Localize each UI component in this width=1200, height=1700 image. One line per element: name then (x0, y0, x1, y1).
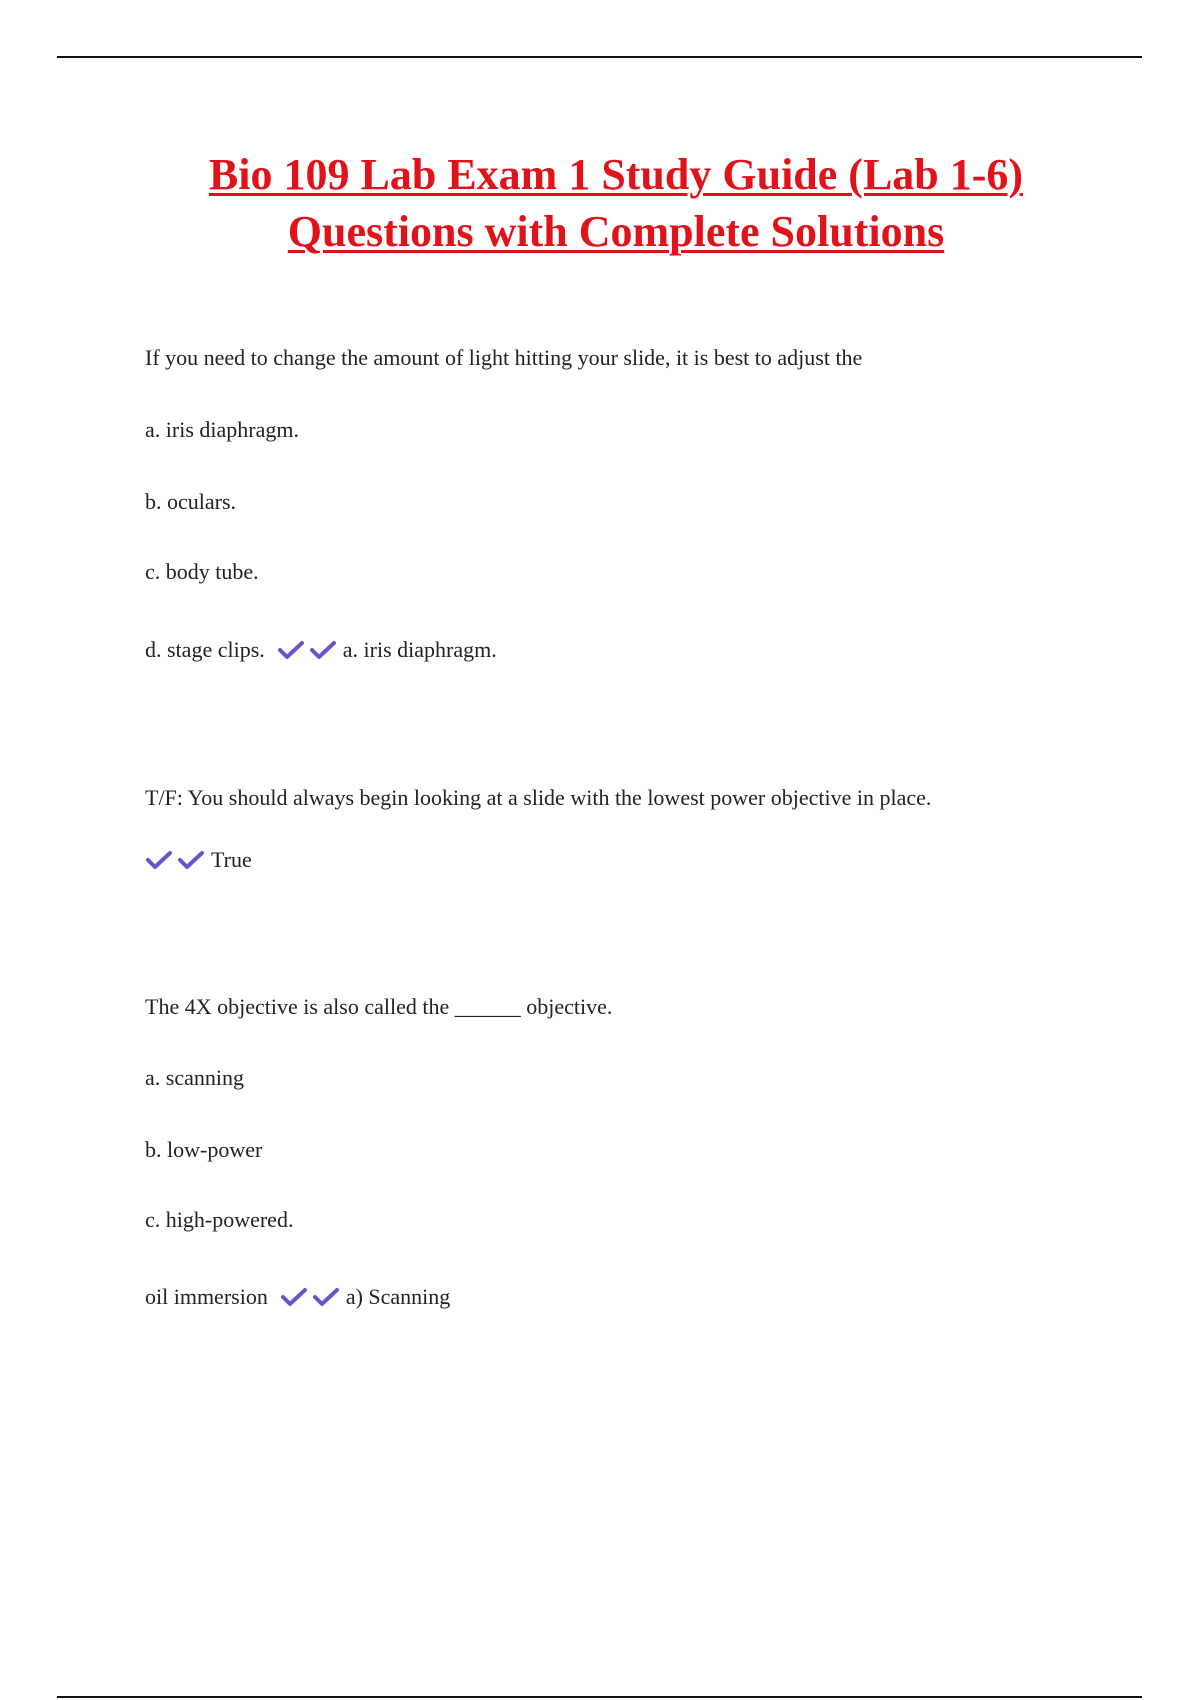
question-2-prompt: T/F: You should always begin looking at a slide with the lowest power objective in place. (145, 785, 932, 810)
check-icon (145, 849, 173, 871)
top-rule (57, 56, 1142, 58)
question-3-option-c: c. high-powered. (145, 1207, 294, 1232)
question-2-answer: True (211, 847, 252, 872)
question-3-option-b: b. low-power (145, 1137, 263, 1162)
check-icon (312, 1286, 340, 1308)
question-3-answer-line (145, 1283, 450, 1311)
question-3-option-d: oil immersion (145, 1284, 268, 1309)
question-1-option-b: b. oculars. (145, 489, 237, 514)
question-3-prompt: The 4X objective is also called the ______ objective. (145, 994, 613, 1019)
question-2-answer-line (145, 846, 252, 874)
question-1-answer-line (145, 636, 497, 664)
question-1-answer: a. iris diaphragm. (342, 637, 497, 662)
page-title (100, 146, 1132, 260)
question-3-answer: a) Scanning (345, 1284, 451, 1309)
check-icon (277, 639, 305, 661)
bottom-rule (57, 1696, 1142, 1698)
question-1-option-d: d. stage clips. (145, 637, 265, 662)
title-line-2: Questions with Complete Solutions (287, 207, 945, 256)
title-line-1: Bio 109 Lab Exam 1 Study Guide (Lab 1-6) (208, 150, 1024, 199)
check-icon (280, 1286, 308, 1308)
question-1-prompt: If you need to change the amount of light hitting your slide, it is best to adjust the (145, 345, 863, 370)
check-icon (309, 639, 337, 661)
question-3-option-a: a. scanning (145, 1065, 244, 1090)
check-icon (177, 849, 205, 871)
question-1-option-c: c. body tube. (145, 559, 259, 584)
question-1-option-a: a. iris diaphragm. (145, 417, 299, 442)
